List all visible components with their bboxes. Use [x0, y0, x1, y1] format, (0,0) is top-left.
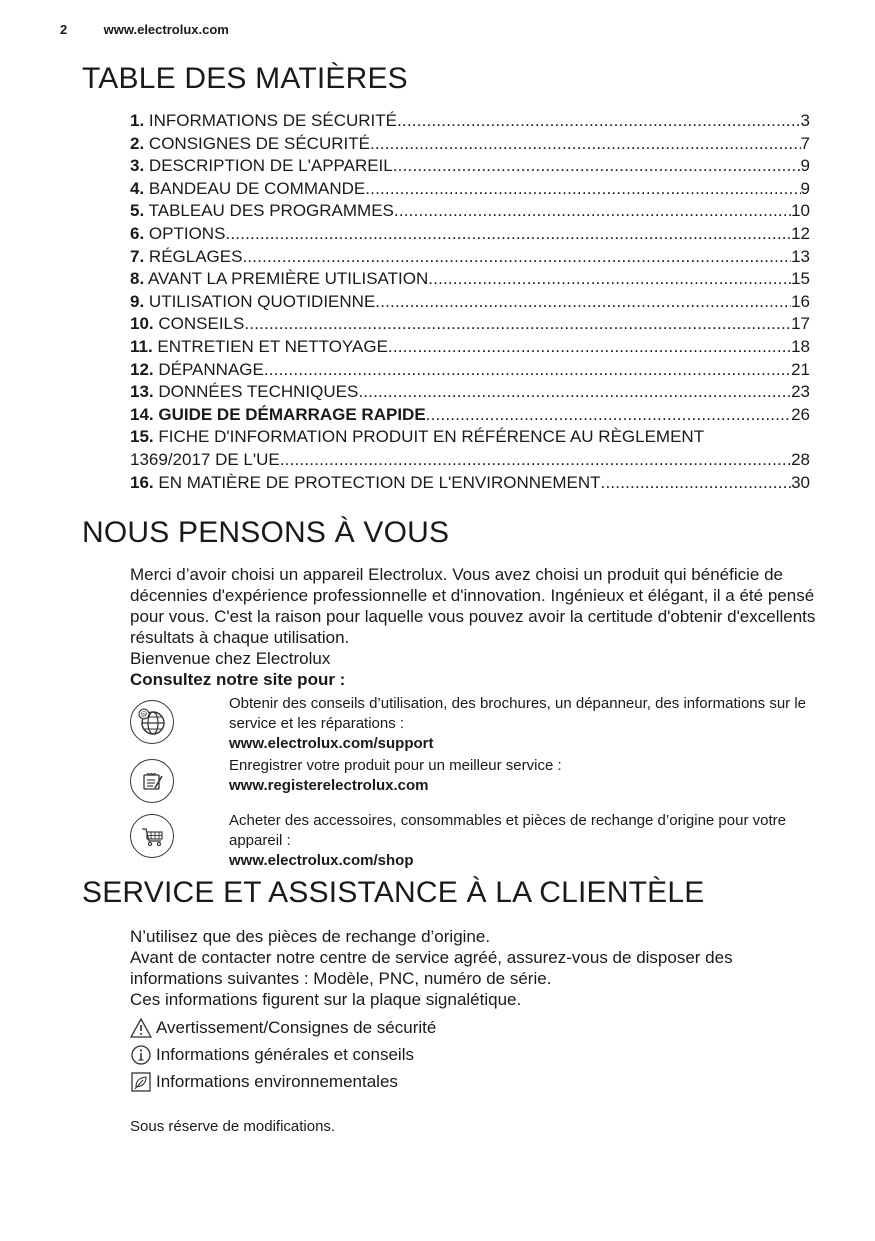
service-line-2: Avant de contacter notre centre de service agréé, assurez-vous de disposer des informations suivantes : Modèle, PNC, numéro de série. — [130, 948, 733, 988]
toc-item-label: ENTRETIEN ET NETTOYAGE — [152, 336, 388, 356]
toc-item[interactable] — [130, 291, 810, 314]
toc-leader — [428, 268, 791, 291]
toc-item-number: 7. — [130, 246, 145, 266]
toc-item-page: 12 — [791, 223, 810, 243]
toc-item[interactable] — [130, 110, 810, 133]
toc-item-label: BANDEAU DE COMMANDE — [144, 178, 366, 198]
toc-leader — [393, 155, 801, 178]
toc-item[interactable] — [130, 359, 810, 382]
shopping-cart-icon — [130, 814, 174, 858]
toc-leader — [388, 336, 791, 359]
toc-item-number: 3. — [130, 156, 145, 176]
toc-leader — [358, 381, 791, 404]
toc-item-page: 17 — [791, 314, 810, 334]
toc-item[interactable] — [130, 268, 810, 291]
toc-title: TABLE DES MATIÈRES — [82, 62, 408, 95]
page-header — [60, 22, 229, 37]
toc-item-label: CONSIGNES DE SÉCURITÉ — [144, 133, 370, 153]
toc-item-label: RÉGLAGES — [144, 246, 243, 266]
legend-item-warning — [130, 1014, 436, 1041]
toc-item-page: 26 — [791, 404, 810, 424]
toc-item-page: 30 — [791, 472, 810, 492]
toc-item-page: 9 — [800, 178, 810, 198]
toc-item-page: 28 — [791, 449, 810, 469]
symbol-legend — [130, 1014, 436, 1095]
toc-item-page: 16 — [791, 291, 810, 311]
toc-item[interactable] — [130, 404, 810, 427]
section-title-thinking: NOUS PENSONS À VOUS — [82, 516, 450, 549]
toc-item-label: GUIDE DE DÉMARRAGE RAPIDE — [153, 404, 426, 424]
toc-item[interactable] — [130, 133, 810, 156]
intro-text — [130, 564, 820, 690]
toc-item-number: 15. — [130, 427, 154, 447]
toc-item-label: AVANT LA PREMIÈRE UTILISATION — [144, 269, 429, 289]
visit-site-label: Consultez notre site pour : — [130, 670, 346, 689]
toc-item-label: INFORMATIONS DE SÉCURITÉ — [144, 111, 397, 130]
toc-leader — [426, 404, 791, 427]
toc-leader — [264, 359, 791, 382]
section-title-service: SERVICE ET ASSISTANCE À LA CLIENTÈLE — [82, 876, 705, 909]
toc-item-page: 9 — [800, 156, 810, 176]
toc-item[interactable] — [130, 426, 810, 449]
toc-item-number: 5. — [130, 201, 145, 221]
support-description: Obtenir des conseils d’utilisation, des brochures, un dépanneur, des informations sur le service et les réparations : — [229, 695, 806, 732]
toc-item[interactable] — [130, 381, 810, 404]
toc-item-page: 10 — [791, 201, 810, 221]
toc-item-number: 8. — [130, 269, 145, 289]
toc-item-number: 13. — [130, 382, 154, 402]
site-url[interactable]: www.electrolux.com — [103, 22, 229, 37]
toc-item-label: CONSEILS — [153, 314, 245, 334]
info-icon — [130, 1044, 152, 1066]
toc-item[interactable] — [130, 200, 810, 223]
legend-label: Avertissement/Consignes de sécurité — [156, 1017, 437, 1037]
toc-item-label: UTILISATION QUOTIDIENNE — [144, 291, 376, 311]
web-globe-icon — [130, 700, 174, 744]
register-description: Enregistrer votre produit pour un meilleur service : — [229, 757, 562, 774]
welcome-line: Bienvenue chez Electrolux — [130, 649, 331, 668]
register-link-text — [229, 756, 819, 796]
shop-url-link[interactable]: www.electrolux.com/shop — [229, 852, 414, 869]
shop-link-text — [229, 811, 819, 871]
toc-item-label: DESCRIPTION DE L'APPAREIL — [144, 156, 393, 176]
toc-item-page: 18 — [791, 336, 810, 356]
toc-leader — [601, 472, 792, 495]
service-text — [130, 926, 820, 1010]
toc-item-label: 1369/2017 DE L'UE — [130, 449, 280, 469]
toc-item-number: 12. — [130, 359, 154, 379]
toc-item-number: 9. — [130, 291, 145, 311]
toc-leader — [397, 110, 801, 133]
toc-item-number: 2. — [130, 133, 145, 153]
intro-paragraph: Merci d’avoir choisi un appareil Electrolux. Vous avez choisi un produit qui bénéficie de décennies d'expérience professionnelle et d'innovation. Ingénieux et élégant, il a été pensé pour vous. C'est la raison pour laquelle vous pouvez avoir la certitude d'obtenir d'excellents résultats à chaque utilisation. — [130, 565, 816, 647]
toc-item-continuation[interactable] — [130, 449, 810, 472]
toc-item-page: 3 — [800, 111, 810, 130]
toc-leader — [365, 178, 800, 201]
modification-notice: Sous réserve de modifications. — [130, 1118, 336, 1135]
toc-item-page: 21 — [791, 359, 810, 379]
toc-item-number: 4. — [130, 178, 145, 198]
legend-item-info — [130, 1041, 436, 1068]
toc-item[interactable] — [130, 246, 810, 269]
shop-description: Acheter des accessoires, consommables et pièces de rechange d’origine pour votre appareil : — [229, 812, 786, 849]
toc-leader — [370, 133, 801, 156]
toc-item-number: 11. — [130, 336, 153, 356]
toc-item-number: 16. — [130, 472, 154, 492]
toc-item[interactable] — [130, 223, 810, 246]
support-url-link[interactable]: www.electrolux.com/support — [229, 735, 434, 752]
toc-leader — [242, 246, 791, 269]
toc-item[interactable] — [130, 472, 810, 495]
environment-leaf-icon — [130, 1071, 152, 1093]
toc-leader — [225, 223, 791, 246]
legend-label: Informations environnementales — [156, 1071, 398, 1091]
toc-item[interactable] — [130, 178, 810, 201]
legend-label: Informations générales et conseils — [156, 1044, 414, 1064]
toc-item-number: 14. — [130, 404, 154, 424]
toc-item[interactable] — [130, 155, 810, 178]
toc-leader — [280, 449, 791, 472]
toc-leader — [394, 200, 791, 223]
toc-item-page: 15 — [791, 269, 810, 289]
register-url-link[interactable]: www.registerelectrolux.com — [229, 777, 429, 794]
toc-leader — [244, 313, 791, 336]
page-number: 2 — [60, 22, 68, 37]
toc-item-page: 23 — [791, 382, 810, 402]
register-notepad-icon — [130, 759, 174, 803]
service-line-3: Ces informations figurent sur la plaque signalétique. — [130, 990, 522, 1009]
toc-item-label: EN MATIÈRE DE PROTECTION DE L'ENVIRONNEMENT — [153, 472, 601, 492]
warning-icon — [130, 1017, 152, 1039]
toc-item-label: TABLEAU DES PROGRAMMES — [144, 201, 394, 221]
legend-item-environment — [130, 1068, 436, 1095]
toc-item[interactable] — [130, 313, 810, 336]
toc-item-label: DONNÉES TECHNIQUES — [153, 382, 359, 402]
toc-item[interactable] — [130, 336, 810, 359]
svg-text:@: @ — [140, 710, 148, 719]
toc-item-label: DÉPANNAGE — [153, 359, 264, 379]
toc-item-page: 7 — [800, 133, 810, 153]
toc-item-page: 13 — [791, 246, 810, 266]
toc-item-label: OPTIONS — [144, 223, 226, 243]
toc-item-label: FICHE D'INFORMATION PRODUIT EN RÉFÉRENCE AU RÈGLEMENT — [153, 427, 705, 447]
support-link-text — [229, 694, 819, 754]
toc-item-number: 1. — [130, 111, 145, 130]
service-line-1: N’utilisez que des pièces de rechange d’origine. — [130, 927, 491, 946]
toc-item-number: 10. — [130, 314, 154, 334]
toc-item-number: 6. — [130, 223, 145, 243]
table-of-contents — [130, 110, 810, 494]
toc-leader — [375, 291, 791, 314]
